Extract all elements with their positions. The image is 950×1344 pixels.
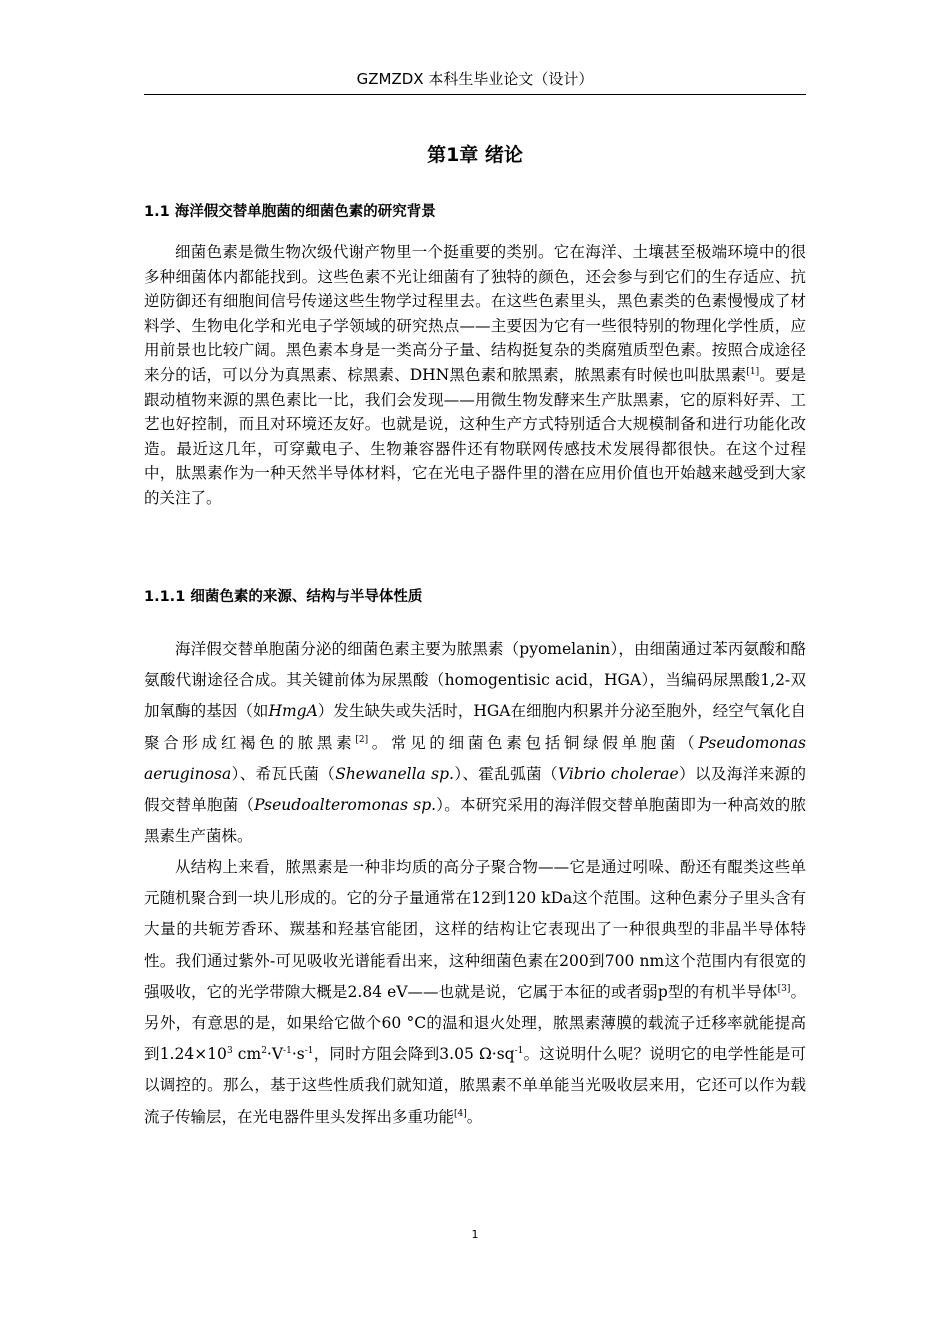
- exponent: -1: [514, 1046, 524, 1057]
- section-heading-1-1-1: 1.1.1 细菌色素的来源、结构与半导体性质: [144, 589, 423, 605]
- citation-ref: [3]: [777, 983, 791, 994]
- text-run: ）、霍乱弧菌（: [453, 764, 558, 783]
- text-run: ·s: [291, 1045, 305, 1064]
- header-title: GZMZDX 本科生毕业论文（设计）: [356, 70, 594, 88]
- text-run: 。要是跟动植物来源的黑色素比一比，我们会发现——用微生物发酵来生产肽黑素，它的原料好弄、工艺也好控制，而且对环境还友好。也就是说，这种生产方式特别适合大规模制备和进行功能化改造。最近这几年，可穿戴电子、生物兼容器件还有物联网传感技术发展得都很快。在这个过程中，肽黑素作为一种天然半导体材料，它在光电子器件里的潜在应用价值也开始越来越受到大家的关注了。: [144, 365, 806, 507]
- paragraph-background: [144, 240, 806, 511]
- exponent: -1: [283, 1046, 292, 1057]
- text-run: cm: [232, 1045, 262, 1064]
- text-run: ）。本研究采用的海洋假交替单胞菌即为一种高效的脓黑素生产菌株。: [144, 796, 806, 846]
- text-run: ）以及海洋来源的假交替单胞菌（: [144, 764, 806, 815]
- citation-ref: [2]: [355, 734, 369, 745]
- page-header: [144, 66, 806, 95]
- text-run: 。: [466, 1107, 483, 1126]
- chapter-title: 第1章 绪论: [427, 144, 523, 166]
- section-heading-1-1: 1.1 海洋假交替单胞菌的细菌色素的研究背景: [144, 204, 436, 220]
- page-number: 1: [471, 1228, 479, 1241]
- text-run: 。常见的细菌色素包括铜绿假单胞菌（: [368, 733, 699, 752]
- exponent: -1: [304, 1046, 314, 1057]
- species-name: Pseudoalteromonas sp.: [254, 796, 437, 815]
- exponent: 2: [261, 1046, 267, 1057]
- text-run: ，同时方阻会降到3.05 Ω·sq: [313, 1045, 515, 1064]
- citation-ref: [4]: [454, 1108, 467, 1119]
- citation-ref: [1]: [746, 366, 760, 377]
- text-run: ）、希瓦氏菌（: [231, 764, 336, 783]
- species-name: Vibrio cholerae: [557, 764, 679, 783]
- species-name: Shewanella sp.: [335, 764, 454, 783]
- text-run: 从结构上来看，脓黑素是一种非均质的高分子聚合物——它是通过吲哚、酚还有醌类这些单元随机聚合到一块儿形成的。它的分子量通常在12到120 kDa这个范围。这种色素分子里头含有大量的共轭芳香环、羰基和羟基官能团，这样的结构让它表现出了一种很典型的非晶半导体特性。我们通过紫外-可见吸收光谱能看出来，这种细菌色素在200到700 nm这个范围内有很宽的强吸收，它的光学带隙大概是2.84 eV——也就是说，它属于本征的或者弱p型的有机半导体: [144, 858, 806, 1001]
- paragraph-structure: [144, 852, 806, 1133]
- text-run: ·V: [266, 1045, 284, 1064]
- paragraph-source: [144, 634, 806, 852]
- species-name: Pseudomonas aeruginosa: [144, 733, 806, 783]
- gene-name: HmgA: [268, 702, 318, 721]
- text-run: ）发生缺失或失活时，HGA在细胞内积累并分泌至胞外，经空气氧化自聚合形成红褐色的脓黑素: [144, 702, 806, 752]
- text-run: 。另外，有意思的是，如果给它做个60 °C的温和退火处理，脓黑素薄膜的载流子迁移率就能提高到1.24×10: [144, 982, 806, 1064]
- text-run: 。这说明什么呢？说明它的电学性能是可以调控的。那么，基于这些性质我们就知道，脓黑素不单单能当光吸收层来用，它还可以作为载流子传输层，在光电器件里头发挥出多重功能: [144, 1045, 806, 1126]
- text-run: 细菌色素是微生物次级代谢产物里一个挺重要的类别。它在海洋、土壤甚至极端环境中的很多种细菌体内都能找到。这些色素不光让细菌有了独特的颜色，还会参与到它们的生存适应、抗逆防御还有细胞间信号传递这些生物学过程里去。在这些色素里头，黑色素类的色素慢慢成了材料学、生物电化学和光电子学领域的研究热点——主要因为它有一些很特别的物理化学性质，应用前景也比较广阔。黑色素本身是一类高分子量、结构挺复杂的类腐殖质型色素。按照合成途径来分的话，可以分为真黑素、棕黑素、DHN黑色素和脓黑素，脓黑素有时候也叫肽黑素: [144, 243, 806, 384]
- exponent: 3: [226, 1046, 233, 1057]
- text-run: 海洋假交替单胞菌分泌的细菌色素主要为脓黑素（pyomelanin），由细菌通过苯丙氨酸和酪氨酸代谢途径合成。其关键前体为尿黑酸（homogentisic acid，HGA），当编码尿黑酸1,2-双加氧酶的基因（如: [144, 640, 806, 721]
